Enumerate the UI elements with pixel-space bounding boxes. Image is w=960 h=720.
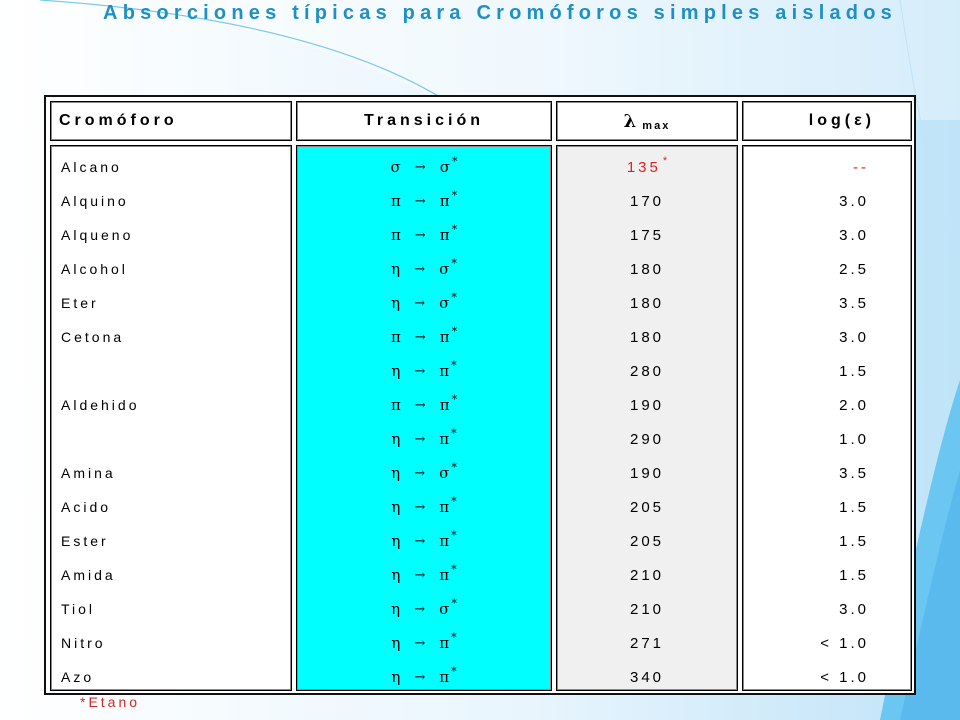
cell-lambda: 180	[629, 294, 665, 312]
cell-transition	[297, 320, 551, 354]
cell-lambda: 280	[629, 362, 665, 380]
cell-log: 2.0	[839, 396, 869, 414]
lambda-value: 135	[626, 158, 661, 176]
orbital-from: η	[391, 294, 401, 312]
cell-log: 1.5	[839, 362, 869, 380]
orbital-to: π	[439, 226, 450, 244]
cell-transition	[297, 558, 551, 592]
orbital-from: η	[391, 260, 401, 278]
arrow-icon: →	[414, 669, 426, 685]
antibonding-star: *	[451, 494, 457, 508]
arrow-icon: →	[414, 193, 426, 209]
orbital-from: η	[391, 498, 401, 516]
orbital-from: η	[391, 566, 401, 584]
arrow-icon: →	[414, 261, 426, 277]
orbital-to: σ	[439, 600, 450, 618]
orbital-to: π	[439, 532, 450, 550]
cell-chromophore: Azo	[61, 669, 95, 685]
arrow-icon: →	[414, 601, 426, 617]
cell-log: 1.5	[839, 498, 869, 516]
antibonding-star: *	[451, 528, 457, 542]
arrow-icon: →	[414, 159, 426, 175]
cell-transition	[297, 626, 551, 660]
cell-log: 1.5	[839, 566, 869, 584]
cell-chromophore	[51, 354, 291, 388]
cell-lambda: 180	[629, 328, 665, 346]
arrow-icon: →	[414, 397, 426, 413]
cell-log: 1.0	[839, 430, 869, 448]
cell-transition	[297, 592, 551, 626]
orbital-to: π	[439, 566, 450, 584]
cell-transition	[297, 218, 551, 252]
cell-log: 3.0	[839, 600, 869, 618]
cell-transition	[297, 490, 551, 524]
antibonding-star: *	[451, 256, 457, 270]
cell-transition	[297, 422, 551, 456]
orbital-to: π	[439, 192, 450, 210]
antibonding-star: *	[451, 596, 457, 610]
cell-lambda: 205	[629, 532, 665, 550]
footnote: *Etano	[80, 694, 141, 710]
antibonding-star: *	[451, 562, 457, 576]
cell-lambda: 340	[629, 668, 665, 686]
header-lambda-max	[556, 101, 738, 141]
arrow-icon: →	[414, 533, 426, 549]
antibonding-star: *	[451, 188, 458, 202]
orbital-from: π	[390, 192, 401, 210]
arrow-icon: →	[414, 295, 426, 311]
orbital-from: π	[390, 328, 401, 346]
cell-chromophore: Amina	[61, 465, 116, 481]
antibonding-star: *	[451, 222, 458, 236]
orbital-to: σ	[439, 260, 450, 278]
header-transition: Transición	[296, 101, 552, 141]
log-cells	[742, 145, 912, 691]
antibonding-star: *	[451, 630, 457, 644]
footnote-marker: *	[662, 155, 668, 167]
column-lambda-max	[556, 101, 738, 691]
orbital-to: σ	[439, 294, 450, 312]
lambda-subscript: max	[642, 120, 671, 132]
cell-lambda: 205	[629, 498, 665, 516]
cell-log: 1.5	[839, 532, 869, 550]
cell-chromophore: Aldehido	[61, 397, 140, 413]
arrow-icon: →	[414, 499, 426, 515]
arrow-icon: →	[414, 363, 426, 379]
cell-transition	[297, 286, 551, 320]
orbital-from: π	[390, 226, 401, 244]
orbital-from: η	[391, 464, 401, 482]
cell-log: --	[853, 158, 869, 176]
orbital-from: π	[390, 396, 401, 414]
cell-chromophore: Cetona	[61, 329, 125, 345]
orbital-to: π	[439, 362, 450, 380]
cell-log: 3.0	[839, 226, 869, 244]
orbital-from: η	[391, 600, 401, 618]
orbital-from: η	[391, 668, 401, 686]
cell-chromophore: Alcohol	[61, 261, 128, 277]
column-chromophore	[50, 101, 292, 691]
orbital-from: η	[391, 532, 401, 550]
antibonding-star: *	[451, 392, 458, 406]
cell-transition	[297, 354, 551, 388]
orbital-to: σ	[439, 464, 450, 482]
chromophore-cells	[50, 145, 292, 691]
cell-chromophore: Eter	[61, 295, 99, 311]
cell-transition	[297, 388, 551, 422]
orbital-to: π	[439, 430, 450, 448]
cell-transition	[297, 456, 551, 490]
cell-lambda: 190	[629, 464, 665, 482]
column-log-epsilon	[742, 101, 912, 691]
lambda-cells	[556, 145, 738, 691]
cell-lambda: 290	[629, 430, 665, 448]
cell-log: < 1.0	[820, 634, 869, 652]
cell-log: 3.5	[839, 294, 869, 312]
cell-log: 3.5	[839, 464, 869, 482]
antibonding-star: *	[451, 664, 457, 678]
cell-transition	[297, 184, 551, 218]
cell-lambda: 210	[629, 566, 665, 584]
cell-chromophore: Amida	[61, 567, 116, 583]
cell-transition	[297, 252, 551, 286]
cell-transition	[297, 660, 551, 694]
antibonding-star: *	[451, 460, 457, 474]
orbital-to: π	[439, 396, 450, 414]
header-log-epsilon: log(ε)	[742, 101, 912, 141]
column-transition	[296, 101, 552, 691]
antibonding-star: *	[451, 358, 457, 372]
orbital-to: π	[439, 668, 450, 686]
lambda-symbol: λ	[623, 110, 641, 132]
cell-chromophore: Alqueno	[61, 227, 134, 243]
orbital-to: π	[439, 498, 450, 516]
orbital-to: σ	[439, 158, 450, 176]
chromophore-table	[44, 95, 916, 695]
cell-lambda-highlighted	[557, 150, 737, 184]
arrow-icon: →	[414, 635, 426, 651]
orbital-from: η	[391, 634, 401, 652]
cell-transition	[297, 150, 551, 184]
cell-chromophore: Alcano	[61, 159, 122, 175]
orbital-from: η	[391, 362, 401, 380]
cell-log: 2.5	[839, 260, 869, 278]
cell-log: 3.0	[839, 192, 869, 210]
arrow-icon: →	[414, 329, 426, 345]
cell-chromophore: Tiol	[61, 601, 96, 617]
cell-lambda: 271	[629, 634, 665, 652]
orbital-to: π	[439, 328, 450, 346]
orbital-from: σ	[390, 158, 401, 176]
cell-transition	[297, 524, 551, 558]
orbital-to: π	[439, 634, 450, 652]
arrow-icon: →	[414, 567, 426, 583]
arrow-icon: →	[414, 465, 426, 481]
cell-chromophore: Acido	[61, 499, 112, 515]
cell-lambda: 210	[629, 600, 665, 618]
cell-lambda: 190	[629, 396, 665, 414]
arrow-icon: →	[414, 431, 426, 447]
antibonding-star: *	[451, 426, 457, 440]
antibonding-star: *	[451, 154, 458, 168]
slide-title: Absorciones típicas para Cromóforos simples aislados	[103, 2, 897, 24]
orbital-from: η	[391, 430, 401, 448]
cell-chromophore	[51, 422, 291, 456]
header-chromophore: Cromóforo	[50, 101, 292, 141]
transition-cells	[296, 145, 552, 691]
cell-log: < 1.0	[820, 668, 869, 686]
cell-lambda: 170	[629, 192, 665, 210]
antibonding-star: *	[451, 290, 457, 304]
cell-lambda: 175	[629, 226, 665, 244]
cell-log: 3.0	[839, 328, 869, 346]
cell-chromophore: Nitro	[61, 635, 106, 651]
cell-lambda: 180	[629, 260, 665, 278]
cell-chromophore: Alquino	[61, 193, 129, 209]
cell-chromophore: Ester	[61, 533, 109, 549]
antibonding-star: *	[451, 324, 458, 338]
arrow-icon: →	[414, 227, 426, 243]
